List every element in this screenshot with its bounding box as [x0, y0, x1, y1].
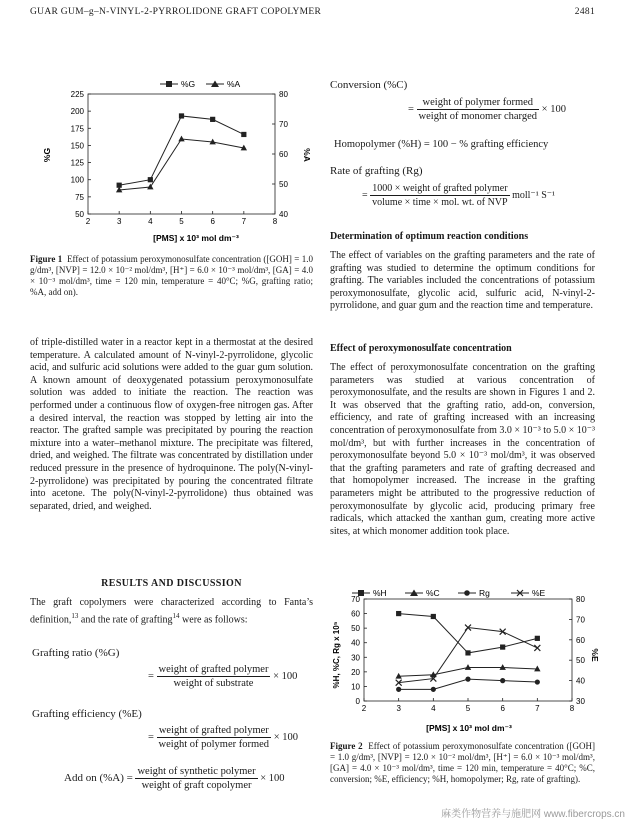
- series-line-g: [119, 116, 244, 185]
- legend-label-A: %A: [227, 79, 241, 89]
- figure-2-legend: [352, 588, 546, 598]
- x-tick-label: 7: [535, 704, 540, 713]
- data-point-a: [178, 136, 184, 142]
- plot-frame: [88, 94, 275, 214]
- left-tick-label: 100: [70, 175, 84, 185]
- x-tick-label: 3: [396, 704, 401, 713]
- eq-addon-fraction: $\frac{\text{weight of synthetic polymer}}{\text{weight of graft copolymer}}$: [137, 766, 256, 791]
- figure-1-series: [116, 113, 247, 192]
- x-tick-label: 4: [148, 217, 153, 226]
- data-point-g: [241, 132, 246, 137]
- eq-grafting-efficiency: = $\frac{\text{weight of grafted polymer}}{\text{weight of polymer formed}}$ × 100: [148, 725, 298, 750]
- data-point-a: [147, 184, 153, 190]
- eq-homopolymer: Homopolymer (%H) = 100 − % grafting efficiency: [334, 139, 549, 150]
- figure-1-axes: [71, 90, 289, 226]
- x-tick-label: 5: [465, 704, 471, 713]
- figure-1-chart: [38, 75, 313, 245]
- left-tick-label: 75: [75, 192, 84, 202]
- data-point-e: [534, 645, 540, 651]
- figure-1-legend: [160, 79, 241, 89]
- eq-addon-label: Add on (%A) =: [64, 771, 133, 784]
- x-tick-label: 3: [116, 217, 122, 226]
- left-tick-label: 225: [70, 90, 84, 99]
- right-tick-label: 70: [279, 120, 288, 129]
- right-tick-label: 80: [279, 90, 288, 99]
- right-tick-label: 50: [576, 656, 585, 666]
- left-tick-label: 200: [70, 107, 84, 117]
- figure-2-series: [395, 611, 540, 692]
- left-tick-label: 150: [70, 141, 84, 151]
- legend-label-G: %G: [181, 79, 196, 89]
- left-tick-label: 20: [351, 667, 360, 677]
- eq-rate-fraction: $\frac{\text{1000 × weight of grafted polymer}}{\text{volume × time × mol. wt. of NVP}}$: [372, 183, 508, 208]
- x-tick-label: 6: [500, 704, 505, 713]
- left-tick-label: 50: [351, 624, 360, 634]
- data-point-h: [431, 614, 436, 619]
- figure-1-caption: [30, 254, 313, 298]
- figure-2-caption-label: Figure 2: [330, 741, 363, 751]
- optimum-paragraph: The effect of variables on the grafting parameters and the rate of grafting was studied to determine the optimum conditions for grafting. The variables included the concentrations of potassium peroxymonosulfate, glycolic acid, sulfuric acid, N-vinyl-2-pyrrolidone, and guar gum and the reaction time and temperature.: [330, 250, 595, 312]
- data-point-h: [465, 650, 470, 655]
- x-tick-label: 2: [361, 704, 367, 713]
- data-point-g: [210, 117, 215, 122]
- pms-paragraph: The effect of peroxymonosulfate concentration on the grafting parameters was studied at various concentration of peroxymonosulfate, and the results are shown in Figures 1 and 2. It was observed that the grafting ratio, add-on, conversion, efficiency, and rate of grafting increased with an increasing concentration of peroxymonosulfate from 3.0 × 10⁻³ to 5.0 × 10⁻³ mol/dm³, but with further increases in the concentration of peroxymonosulfate beyond 5.0 × 10⁻³ mol/dm³, it was observed that the grafting parameters and rate of grafting decreased and that homopolymer increased. The increase in the grafting parameters might be attributed to the progressive reduction of peroxymonosulfate by glycolic acid, producing primary free radicals, which attacked the xanthan gum, creating more active sites, at which monomer addition took place.: [330, 362, 595, 537]
- left-tick-label: 60: [351, 609, 360, 619]
- legend-label-C: %C: [426, 588, 440, 598]
- x-tick-label: 8: [272, 217, 278, 226]
- eq-conversion: = $\frac{\text{weight of polymer formed}}{\text{weight of monomer charged}}$ × 100: [408, 97, 566, 122]
- data-point-rg: [500, 678, 505, 683]
- x-tick-label: 7: [241, 217, 247, 226]
- results-intro-paragraph: The graft copolymers were characterized according to Fanta’s definition,$^{13}$ and the rate of grafting$^{14}$ were as follows:: [30, 597, 313, 625]
- legend-label-Rg: Rg: [479, 588, 490, 598]
- eq-rate: = $\frac{\text{1000 × weight of grafted polymer}}{\text{volume × time × mol. wt. of NVP}}$ moll⁻¹ S⁻¹: [362, 183, 556, 208]
- eq-grafting-ratio: = $\frac{\text{weight of grafted polymer}}{\text{weight of substrate}}$ × 100: [148, 664, 298, 689]
- data-point-rg: [396, 687, 401, 692]
- running-header: [30, 7, 595, 21]
- ref-13: 13: [71, 611, 79, 620]
- figure-1-caption-label: Figure 1: [30, 254, 63, 264]
- data-point-rg: [465, 677, 470, 682]
- plot-frame: [364, 599, 572, 701]
- figure-2-chart: [330, 585, 598, 735]
- data-point-g: [148, 177, 153, 182]
- eq-grafting-efficiency-label: Grafting efficiency (%E): [32, 708, 142, 720]
- left-tick-label: 50: [75, 210, 84, 219]
- eq-conversion-fraction: $\frac{\text{weight of polymer formed}}{\text{weight of monomer charged}}$: [418, 97, 538, 122]
- figure-1-x-axis-label: [PMS] x 10³ mol dm⁻³: [153, 233, 239, 243]
- methods-paragraph: of triple-distilled water in a reactor kept in a thermostat at the desired temperature. A calculated amount of N-vinyl-2-pyrrolidone, glycolic acid, and sulfuric acid solutions were added to the guar gum solution. A known amount of deoxygenated potassium peroxymonosulfate solution was added to initiate the reaction. The reaction was performed under a continuous flow of oxygen-free nitrogen gas. After a desired interval, the reaction was stopped by letting air into the reactor. The grafted sample was precipitated by pouring the reaction mixture into a water–methanol mixture. The precipitate was filtered, dried, and weighed. The filtrate was concentrated by distillation under reduced pressure in the presence of hydroquinone. The poly(N-vinyl-2-pyrrolidone) was precipitated by pouring the concentrated filtrate into acetone. The poly(N-vinyl-2-pyrrolidone) thus obtained was separated, dried, and weighed.: [30, 337, 313, 512]
- eq-addon: Add on (%A) = $\frac{\text{weight of synthetic polymer}}{\text{weight of graft copolymer}}$ × 100: [64, 766, 285, 791]
- eq-grafting-efficiency-fraction: $\frac{\text{weight of grafted polymer}}{\text{weight of polymer formed}}$: [158, 725, 270, 750]
- data-point-rg: [431, 687, 436, 692]
- left-tick-label: 30: [351, 653, 360, 663]
- right-tick-label: 50: [279, 180, 288, 189]
- eq-grafting-ratio-fraction: $\frac{\text{weight of grafted polymer}}{\text{weight of substrate}}$: [158, 664, 269, 689]
- x-tick-label: 5: [179, 217, 184, 226]
- watermark: 麻类作物营养与施肥网 www.fibercrops.cn: [441, 809, 625, 820]
- left-tick-label: 70: [351, 595, 360, 604]
- data-point-h: [535, 636, 540, 641]
- data-point-rg: [535, 679, 540, 684]
- right-tick-label: 30: [576, 697, 585, 706]
- figure-1-left-axis-label: %G: [42, 147, 52, 163]
- legend-label-H: %H: [373, 588, 387, 598]
- optimum-heading: Determination of optimum reaction conditions: [330, 231, 529, 242]
- results-heading: RESULTS AND DISCUSSION: [101, 578, 242, 589]
- right-tick-label: 40: [576, 676, 585, 686]
- figure-2-right-axis-label: %E: [590, 648, 600, 662]
- figure-1-caption-text: Effect of potassium peroxymonosulfate concentration ([GOH] = 1.0 g/dm³, [NVP] = 12.0 × 10⁻² mol/dm³, [H⁺] = 6.0 × 10⁻³ mol/dm³, [GA] = 4.0 × 10⁻³ mol/dm³, time = 120 min, temperature = 40°C; %G, grafting ratio; %A, add on).: [30, 254, 313, 297]
- figure-2-x-axis-label: [PMS] x 10³ mol dm⁻³: [426, 723, 512, 733]
- figure-2-caption-text: Effect of potassium peroxymonosulfate concentration ([GOH] = 1.0 g/dm³, [NVP] = 12.0 × 10⁻² mol/dm³, [H⁺] = 6.0 × 10⁻³ mol/dm³, [GA] = 4.0 × 10⁻³ mol/dm³, time = 120 min, temperature = 40°C; %C, conversion; %E, efficiency; %H, homopolymer; Rg, rate of grafting).: [330, 741, 596, 784]
- right-tick-label: 60: [279, 150, 288, 159]
- left-tick-label: 10: [351, 682, 360, 692]
- x-tick-label: 8: [569, 704, 575, 713]
- page-number: 2481: [574, 7, 595, 17]
- left-tick-label: 175: [70, 124, 84, 134]
- data-point-g: [179, 113, 184, 118]
- running-title: GUAR GUM–g–N-VINYL-2-PYRROLIDONE GRAFT COPOLYMER: [30, 7, 322, 17]
- right-tick-label: 40: [279, 210, 288, 219]
- left-tick-label: 40: [351, 638, 360, 648]
- x-tick-label: 4: [431, 704, 436, 713]
- data-point-h: [396, 611, 401, 616]
- left-tick-label: 125: [70, 158, 84, 168]
- pms-heading: Effect of peroxymonosulfate concentration: [330, 343, 512, 354]
- eq-grafting-ratio-label: Grafting ratio (%G): [32, 647, 120, 659]
- figure-2-caption: [330, 741, 595, 785]
- figure-2-left-axis-label: %H, %C, Rg x 10⁵: [332, 621, 341, 689]
- x-tick-label: 2: [85, 217, 91, 226]
- eq-rate-label: Rate of grafting (Rg): [330, 165, 423, 177]
- figure-1-right-axis-label: %A: [302, 148, 312, 162]
- left-tick-label: 0: [355, 697, 360, 706]
- right-tick-label: 70: [576, 615, 585, 625]
- legend-label-E: %E: [532, 588, 546, 598]
- ref-14: 14: [172, 611, 180, 620]
- right-tick-label: 80: [576, 595, 585, 604]
- x-tick-label: 6: [210, 217, 215, 226]
- right-tick-label: 60: [576, 635, 585, 645]
- data-point-h: [500, 644, 505, 649]
- eq-conversion-label: Conversion (%C): [330, 79, 408, 91]
- series-line-h: [399, 614, 538, 653]
